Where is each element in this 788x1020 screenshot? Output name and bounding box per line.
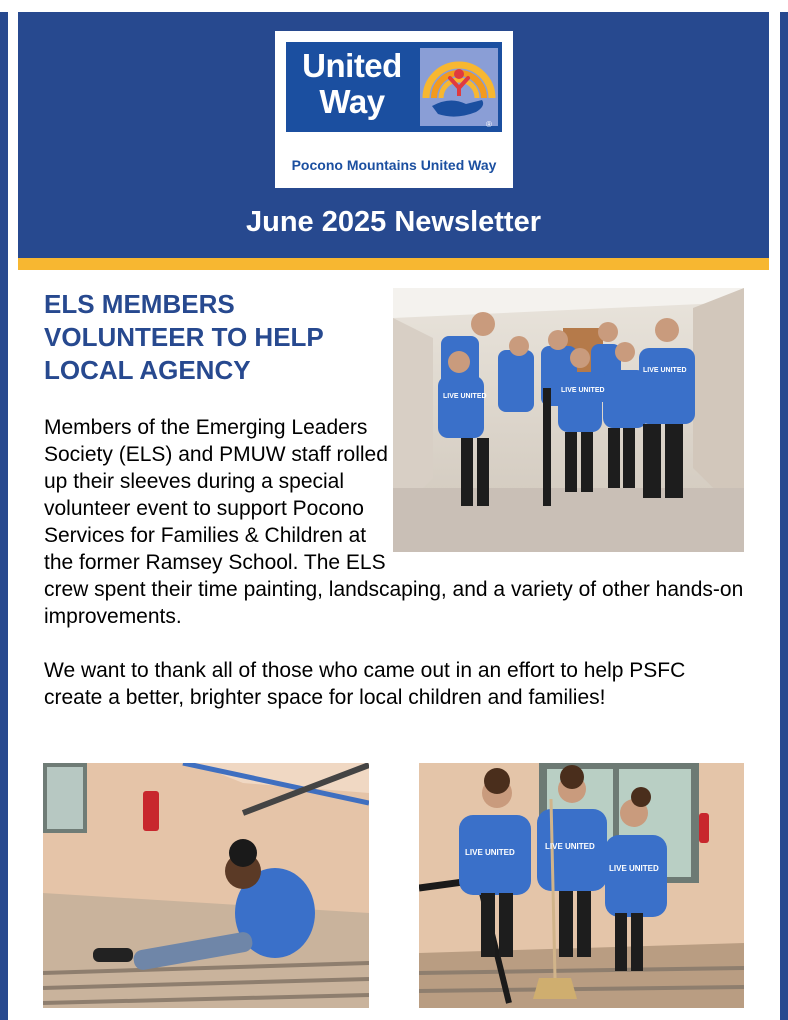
logo-wordmark: [292, 48, 412, 120]
article-paragraph-2: We want to thank all of those who came out in an effort to help PSFC create a better, brighter space for local children and families!: [44, 659, 686, 709]
paragraph-1-text: Members of the Emerging Leaders Society (ELS) and PMUW staff rolled up their sleeves during a special volunteer event to support Pocono Services for Families & Children at the former Ramsey School. The ELS crew spent their time painting, landscaping, and a variety of other hands-on improvements.: [44, 416, 744, 628]
frame-left-border: [0, 0, 8, 1020]
shirt-text: LIVE UNITED: [643, 367, 687, 374]
logo-word-united: United: [302, 47, 402, 84]
frame-top: [0, 0, 788, 12]
hand-rainbow-icon: [420, 48, 498, 126]
registered-mark: ®: [486, 120, 492, 129]
article-paragraph-1: [44, 414, 754, 630]
shirt-text: LIVE UNITED: [465, 848, 515, 857]
logo-subtitle: Pocono Mountains United Way: [291, 157, 497, 173]
article-title-line: ELS MEMBERS: [44, 289, 235, 319]
three-volunteers-stairs-photo: [419, 763, 744, 1008]
article-title-line: LOCAL AGENCY: [44, 355, 251, 385]
photo-wrap-spacer: [394, 414, 754, 562]
logo-word-way: Way: [319, 83, 385, 120]
shirt-text: LIVE UNITED: [561, 387, 605, 394]
united-way-logo: [275, 31, 513, 188]
gold-divider: [18, 258, 769, 270]
frame-right-border: [780, 0, 788, 1020]
newsletter-title: June 2025 Newsletter: [246, 206, 541, 238]
newsletter-header: [18, 12, 769, 258]
volunteer-painting-stairs-photo: [43, 763, 369, 1008]
article-title-line: VOLUNTEER TO HELP: [44, 322, 324, 352]
logo-panel: [286, 42, 502, 132]
article-title: [44, 288, 374, 387]
shirt-text: LIVE UNITED: [443, 393, 487, 400]
shirt-text: LIVE UNITED: [609, 864, 659, 873]
shirt-text: LIVE UNITED: [545, 842, 595, 851]
